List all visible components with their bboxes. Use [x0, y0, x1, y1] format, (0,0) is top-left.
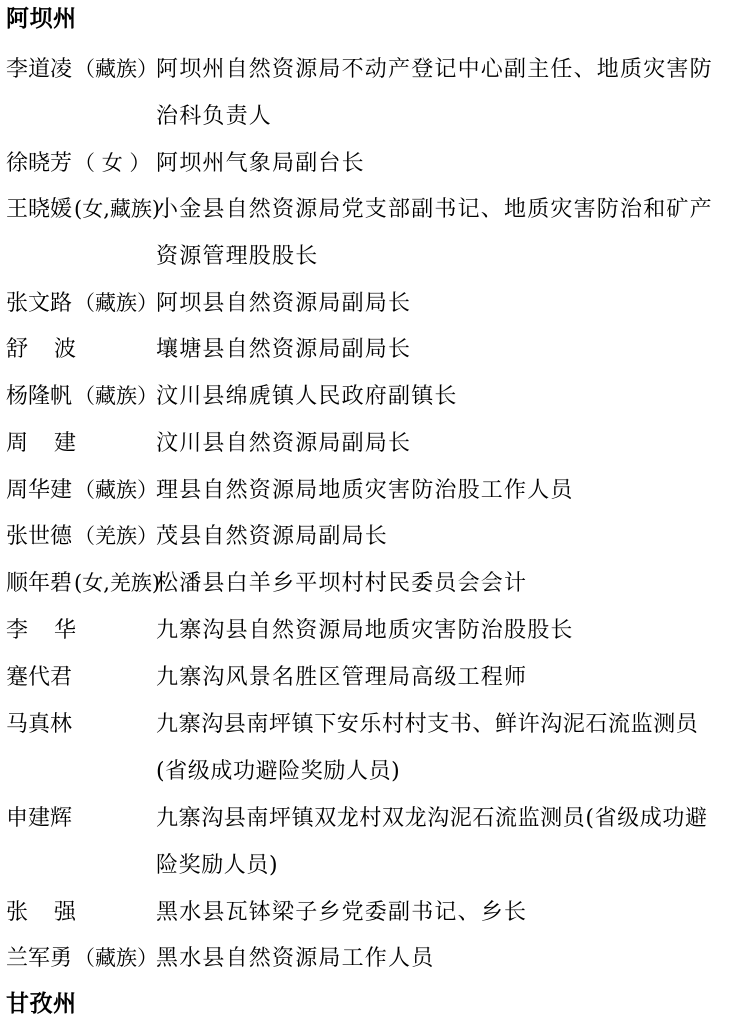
- person-name: 蹇代君: [6, 665, 73, 690]
- person-name: 杨隆帆: [6, 384, 73, 409]
- person-name-cell: [6, 803, 74, 834]
- person-name: 申建辉: [6, 806, 73, 831]
- person-position: 九寨沟县自然资源局地质灾害防治股股长: [156, 618, 574, 643]
- person-position: 茂县自然资源局副局长: [156, 524, 389, 549]
- person-name: 顺年碧: [6, 571, 73, 596]
- person-position: 壤塘县自然资源局副局长: [156, 337, 412, 362]
- person-name-cell: [6, 381, 158, 412]
- person-name: 王晓媛: [6, 197, 73, 222]
- person-name-cell: [6, 897, 104, 928]
- person-name-cell: [6, 194, 160, 225]
- person-name-cell: [6, 615, 104, 646]
- person-name-cell: [6, 475, 158, 506]
- person-name: 徐晓芳: [6, 151, 73, 176]
- person-ethnicity: （藏族）: [74, 57, 159, 81]
- person-name: 周建: [6, 431, 103, 456]
- person-position: 汶川县绵虒镇人民政府副镇长: [156, 384, 458, 409]
- person-name: 李华: [6, 618, 103, 643]
- person-name-cell: [6, 521, 158, 552]
- person-name: 张强: [6, 900, 103, 925]
- person-name-cell: [6, 568, 160, 599]
- person-position: 黑水县自然资源局工作人员: [156, 946, 435, 971]
- person-ethnicity: （藏族）: [74, 478, 159, 502]
- person-ethnicity: (女,藏族): [74, 197, 161, 221]
- person-position: 松潘县白羊乡平坝村村民委员会会计: [156, 571, 528, 596]
- person-ethnicity: （藏族）: [74, 384, 159, 408]
- person-name-cell: [6, 334, 104, 365]
- person-name: 马真林: [6, 712, 73, 737]
- section-title-ganzi: 甘孜州: [6, 991, 77, 1017]
- person-name-cell: [6, 662, 74, 693]
- person-name: 张世德: [6, 524, 73, 549]
- person-position: 理县自然资源局地质灾害防治股工作人员: [156, 478, 574, 503]
- person-name: 兰军勇: [6, 946, 73, 971]
- person-ethnicity: (女,羌族): [74, 571, 161, 595]
- person-name-cell: [6, 709, 74, 740]
- person-name: 舒波: [6, 337, 103, 362]
- person-name: 李道凌: [6, 57, 73, 82]
- person-position: 黑水县瓦钵梁子乡党委副书记、乡长: [156, 900, 528, 925]
- section-title-aba: 阿坝州: [6, 6, 77, 32]
- person-ethnicity: （藏族）: [74, 291, 159, 315]
- person-position: 小金县自然资源局党支部副书记、地质灾害防治和矿产资源管理股股长: [156, 197, 713, 269]
- person-ethnicity: （羌族）: [74, 524, 159, 548]
- person-name-cell: [6, 148, 150, 179]
- person-name-cell: [6, 943, 158, 974]
- person-position: 阿坝州自然资源局不动产登记中心副主任、地质灾害防治科负责人: [156, 57, 713, 129]
- person-name-cell: [6, 288, 158, 319]
- person-position: 九寨沟风景名胜区管理局高级工程师: [156, 665, 528, 690]
- person-position: 阿坝州气象局副台长: [156, 151, 365, 176]
- person-position: 阿坝县自然资源局副局长: [156, 291, 412, 316]
- person-ethnicity: （ 女 ）: [74, 151, 151, 175]
- person-name: 周华建: [6, 478, 73, 503]
- person-ethnicity: （藏族）: [74, 946, 159, 970]
- person-name-cell: [6, 428, 104, 459]
- person-position: 九寨沟县南坪镇双龙村双龙沟泥石流监测员(省级成功避险奖励人员): [156, 806, 708, 878]
- person-position: 汶川县自然资源局副局长: [156, 431, 412, 456]
- person-name-cell: [6, 54, 158, 85]
- person-position: 九寨沟县南坪镇下安乐村村支书、鲜许沟泥石流监测员(省级成功避险奖励人员): [156, 712, 699, 784]
- person-name: 张文路: [6, 291, 73, 316]
